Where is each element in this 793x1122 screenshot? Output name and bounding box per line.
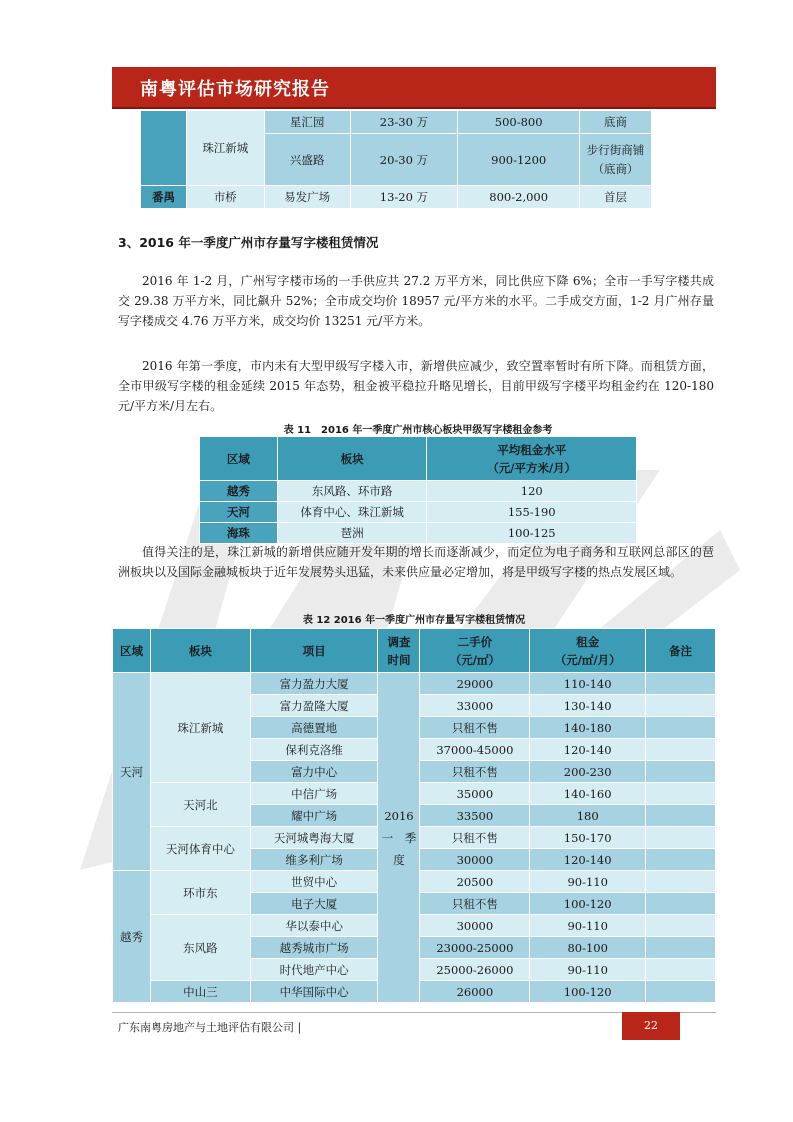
- survey-time-cell: [378, 673, 420, 1003]
- project-cell: 富力中心: [250, 761, 378, 783]
- price-cell: 只租不售: [420, 761, 530, 783]
- rent-cell: 140-180: [530, 717, 646, 739]
- paragraph-1: 2016 年 1-2 月，广州写字楼市场的一手供应共 27.2 万平方米，同比供应下降 6%；全市一手写字楼共成交 29.38 万平方米，同比飙升 52%；全市成交均价 18957 元/平方米的水平。二手成交方面，1-2 月广州存量写字楼成交 4.76 万平方米，成交均价 13251 元/平方米。: [118, 274, 714, 328]
- paragraph-3: 值得关注的是，珠江新城的新增供应随开发年期的增长而逐渐减少，而定位为电子商务和互联网总部区的琶洲板块以及国际金融城板块于近年发展势头迅猛，未来供应量必定增加，将是甲级写字楼的热点发展区域。: [118, 545, 714, 579]
- note-cell: [646, 717, 716, 739]
- price-cell: 只租不售: [420, 717, 530, 739]
- page-number: 22: [622, 1012, 680, 1040]
- section-title: 3、2016 年一季度广州市存量写字楼租赁情况: [118, 235, 379, 250]
- rent-cell: 80-100: [530, 937, 646, 959]
- header-avg-rent-label: 平均租金水平: [497, 442, 567, 457]
- rent-cell: 200-230: [530, 761, 646, 783]
- project-cell: 中信广场: [250, 783, 378, 805]
- price-cell: 25000-26000: [420, 959, 530, 981]
- price-cell: 30000: [420, 849, 530, 871]
- note-cell: [646, 981, 716, 1003]
- price-cell: 只租不售: [420, 827, 530, 849]
- rent-cell: 90-110: [530, 959, 646, 981]
- block-tianhebei: 天河北: [150, 783, 250, 827]
- price-cell: 33000: [420, 695, 530, 717]
- shop-rent-table-continued: [140, 110, 652, 209]
- block-huanshidong: 环市东: [150, 871, 250, 915]
- block-cell: 体育中心、珠江新城: [277, 502, 427, 523]
- report-header-bar: [112, 67, 716, 107]
- sub-area-cell: 星汇园: [264, 111, 350, 134]
- footer-company: 广东南粤房地产与土地评估有限公司 |: [118, 1021, 302, 1034]
- block-cell: 东风路、环市路: [277, 481, 427, 502]
- sub-area-cell: 易发广场: [264, 186, 350, 209]
- project-cell: 天河城粤海大厦: [250, 827, 378, 849]
- rent-cell: 130-140: [530, 695, 646, 717]
- project-cell: 越秀城市广场: [250, 937, 378, 959]
- block-zhongshansan: 中山三: [150, 981, 250, 1003]
- price-cell: 30000: [420, 915, 530, 937]
- note-cell: [646, 849, 716, 871]
- note-cell: [646, 695, 716, 717]
- note-cell: 首层: [580, 186, 652, 209]
- project-cell: 世贸中心: [250, 871, 378, 893]
- header-district: 区域: [200, 437, 278, 481]
- project-cell: 保利克洛维: [250, 739, 378, 761]
- project-cell: 华以泰中心: [250, 915, 378, 937]
- survey-quarter: 一 季: [381, 830, 417, 845]
- district-tianhe: 天河: [113, 673, 151, 871]
- rent-cell: 100-120: [530, 981, 646, 1003]
- rent-cell: 900-1200: [458, 134, 580, 186]
- price-cell: 33500: [420, 805, 530, 827]
- header-avg-rent: [427, 437, 637, 481]
- rent-cell: 120-140: [530, 739, 646, 761]
- office-rent-table: [112, 628, 716, 1003]
- table12-caption: 表 12 2016 年一季度广州市存量写字楼租赁情况: [302, 615, 526, 626]
- project-cell: 富力盈隆大厦: [250, 695, 378, 717]
- header-block: 板块: [277, 437, 427, 481]
- rent-cell: 180: [530, 805, 646, 827]
- price-cell: 26000: [420, 981, 530, 1003]
- project-cell: 时代地产中心: [250, 959, 378, 981]
- price-cell: 20-30 万: [350, 134, 458, 186]
- note-cell: [646, 805, 716, 827]
- note-cell: [646, 937, 716, 959]
- district-cell: 越秀: [200, 481, 278, 502]
- project-cell: 中华国际中心: [250, 981, 378, 1003]
- header-block: 板块: [150, 629, 250, 673]
- project-cell: 高德置地: [250, 717, 378, 739]
- header-survey-time: [378, 629, 420, 673]
- rent-cell: 500-800: [458, 111, 580, 134]
- note-cell: [646, 959, 716, 981]
- note-cell: [646, 871, 716, 893]
- project-cell: 电子大厦: [250, 893, 378, 915]
- core-rent-table: [199, 436, 637, 544]
- price-cell: 37000-45000: [420, 739, 530, 761]
- project-cell: 耀中广场: [250, 805, 378, 827]
- table11-caption: 表 11 2016 年一季度广州市核心板块甲级写字楼租金参考: [283, 425, 553, 436]
- area-cell: 市桥: [186, 186, 264, 209]
- header-rent-l1: 租金: [576, 634, 600, 649]
- rent-cell: 120-140: [530, 849, 646, 871]
- header-avg-rent-unit: （元/平方米/月）: [487, 460, 577, 475]
- header-project: 项目: [250, 629, 378, 673]
- sub-area-cell: 兴盛路: [264, 134, 350, 186]
- rent-cell: 90-110: [530, 871, 646, 893]
- district-cell-blank: [141, 111, 187, 186]
- note-cell: [646, 827, 716, 849]
- report-title: 南粤评估市场研究报告: [140, 79, 330, 100]
- header-survey-time-l2: 时间: [387, 652, 411, 667]
- header-rent: [530, 629, 646, 673]
- rent-cell: 100-120: [530, 893, 646, 915]
- area-cell-zhujiang: 珠江新城: [186, 111, 264, 186]
- survey-quarter-suffix: 度: [393, 852, 405, 867]
- rent-cell: 110-140: [530, 673, 646, 695]
- district-yuexiu: 越秀: [113, 871, 151, 1003]
- price-cell: 23000-25000: [420, 937, 530, 959]
- price-cell: 13-20 万: [350, 186, 458, 209]
- note-cell: 底商: [580, 111, 652, 134]
- rent-cell: 800-2,000: [458, 186, 580, 209]
- note-cell: [646, 739, 716, 761]
- rent-cell: 120: [427, 481, 637, 502]
- header-price-l1: 二手价: [457, 634, 493, 649]
- rent-cell: 100-125: [427, 523, 637, 544]
- block-cell: 琶洲: [277, 523, 427, 544]
- header-price-l2: （元/㎡）: [449, 652, 500, 667]
- header-note: 备注: [646, 629, 716, 673]
- rent-cell: 90-110: [530, 915, 646, 937]
- rent-cell: 150-170: [530, 827, 646, 849]
- note-cell: [646, 915, 716, 937]
- header-survey-time-l1: 调查: [387, 634, 411, 649]
- note-cell: [646, 783, 716, 805]
- rent-cell: 155-190: [427, 502, 637, 523]
- block-zhujiang: 珠江新城: [150, 673, 250, 783]
- price-cell: 23-30 万: [350, 111, 458, 134]
- rent-cell: 140-160: [530, 783, 646, 805]
- price-cell: 20500: [420, 871, 530, 893]
- survey-year: 2016: [384, 808, 414, 823]
- price-cell: 29000: [420, 673, 530, 695]
- note-cell: [646, 673, 716, 695]
- note-cell: [646, 761, 716, 783]
- price-cell: 35000: [420, 783, 530, 805]
- district-cell: 番禺: [141, 186, 187, 209]
- block-tiyu: 天河体育中心: [150, 827, 250, 871]
- project-cell: 维多利广场: [250, 849, 378, 871]
- header-second-hand-price: [420, 629, 530, 673]
- block-dongfeng: 东风路: [150, 915, 250, 981]
- paragraph-2: 2016 年第一季度，市内未有大型甲级写字楼入市，新增供应减少，致空置率暂时有所下降。而租赁方面，全市甲级写字楼的租金延续 2015 年态势，租金被平稳拉升略见增长，目前甲级写字楼平均租金约在 120-180 元/平方米/月左右。: [118, 359, 714, 413]
- project-cell: 富力盈力大厦: [250, 673, 378, 695]
- district-cell: 天河: [200, 502, 278, 523]
- note-cell: 步行街商铺（底商）: [580, 134, 652, 186]
- price-cell: 只租不售: [420, 893, 530, 915]
- header-district: 区域: [113, 629, 151, 673]
- header-rent-l2: （元/㎡/月）: [554, 652, 621, 667]
- district-cell: 海珠: [200, 523, 278, 544]
- note-cell: [646, 893, 716, 915]
